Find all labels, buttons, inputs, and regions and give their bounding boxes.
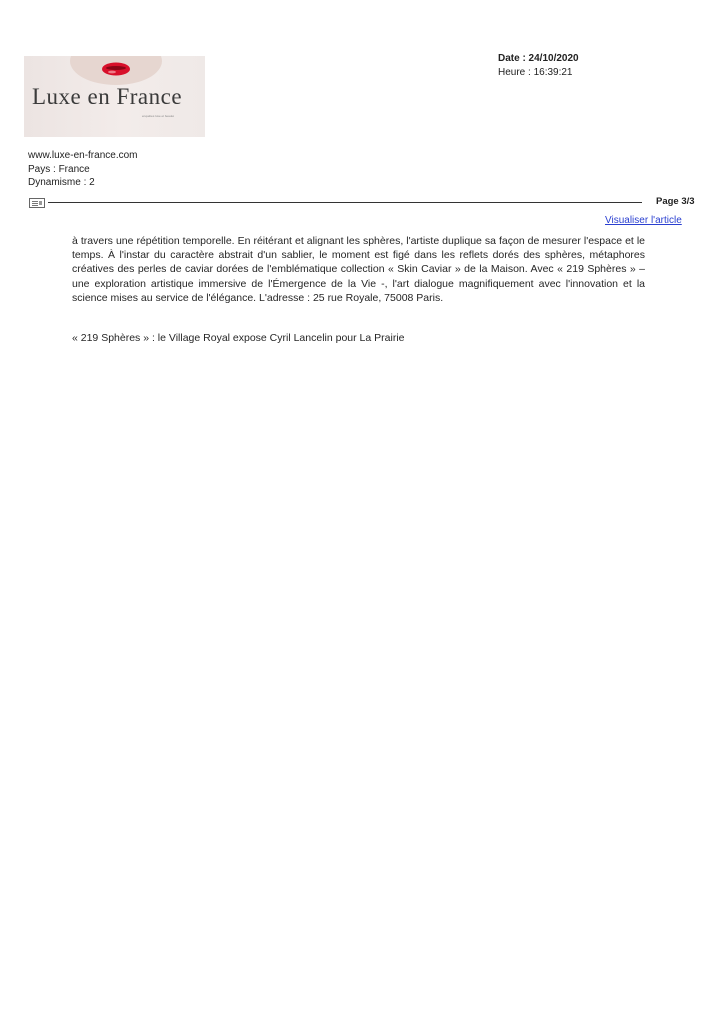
source-website: www.luxe-en-france.com — [28, 150, 138, 161]
view-article-link[interactable]: Visualiser l'article — [605, 215, 682, 226]
source-dynamism: Dynamisme : 2 — [28, 177, 95, 188]
report-date: Date : 24/10/2020 — [498, 53, 579, 64]
source-info — [28, 149, 137, 190]
article-title: « 219 Sphères » : le Village Royal expose Cyril Lancelin pour La Prairie — [72, 332, 405, 344]
logo-wordmark: Luxe en France — [32, 84, 183, 109]
page-indicator: Page 3/3 — [656, 196, 695, 207]
document-icon — [29, 198, 45, 208]
source-country: Pays : France — [28, 163, 90, 175]
report-datetime — [498, 52, 579, 80]
report-time: Heure : 16:39:21 — [498, 67, 573, 78]
luxe-en-france-logo — [24, 56, 205, 137]
logo-tagline: enquêtes luxe et beauté — [142, 114, 175, 118]
header-divider — [48, 202, 642, 203]
article-body: à travers une répétition temporelle. En réitérant et alignant les sphères, l'artiste duplique sa façon de mesurer l'espace et le temps. À l'instar du caractère abstrait d'un sablier, le moment est figé dans les reflets dorés des sphères, métaphores créatives des perles de caviar dorées de l'emblématique collection « Skin Caviar » de la Maison. Avec « 219 Sphères » – une exploration artistique immersive de l'Émergence de la Vie -, l'art dialogue magnifiquement avec l'innovation et la science mises au service de l'élégance. L'adresse : 25 rue Royale, 75008 Paris. — [72, 235, 645, 304]
